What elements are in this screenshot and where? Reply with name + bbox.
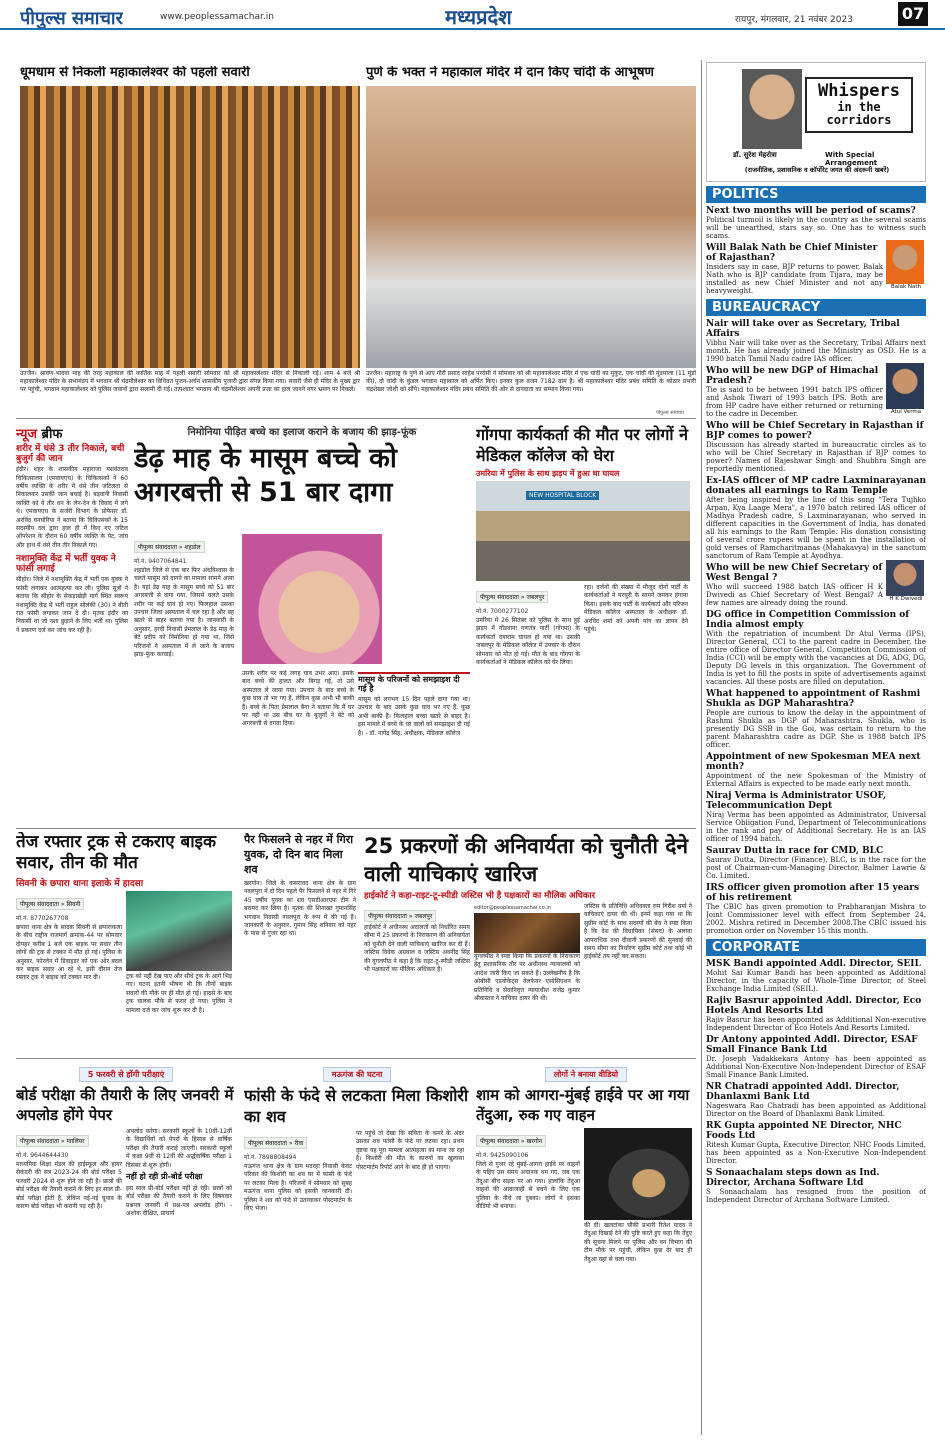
- right-column: [706, 184, 926, 1434]
- burn-mo: मो.नं. 9407064841: [134, 558, 187, 565]
- politics-p1: Political turmoil is likely in the country as the several scams will be unearthed, stars say so. One has to witness such scams.: [706, 216, 926, 240]
- whispers-logo: [805, 77, 913, 133]
- court-cols: [364, 903, 696, 1003]
- river-title: पैर फिसलने से नहर में गिरा युवक, दो दिन बाद मिला शव: [244, 833, 354, 876]
- river-story: [244, 832, 356, 1054]
- exam-story: [16, 1062, 236, 1440]
- bur-p1: Tie is said to be between 1991 batch IPS officer and Ashok Tiwari of 1993 batch IPS. Both are from HP cadre have either returned or returning to the cadre in December.: [706, 386, 883, 418]
- hkdwivedi-photo: [886, 560, 924, 596]
- masthead: [0, 0, 945, 30]
- hanging-col1: मऊगंज थाना क्षेत्र के ग्राम मदरहा निवासी केवट परिवार की किशोरी का शव घर में फांसी के फंदे पर लटका मिला है। परिजनों ने सोमवार को सुबह मऊगंज थाना पुलिस को इसकी जानकारी दी। पुलिस ने शव को फंदे से उतरवाकर पोस्टमार्टम के लिए भेजा।: [244, 1163, 352, 1213]
- hanging-byline-text: पीपुल्स संवाददाता: [248, 1140, 287, 1147]
- exam-cols: [16, 1128, 236, 1219]
- gondpa-cols: [476, 584, 696, 667]
- issue-date: रायपुर, मंगलवार, 21 नवंबर 2023: [735, 15, 853, 25]
- divider-right: [701, 60, 702, 1435]
- politics-h2: Will Balak Nath be Chief Minister of Rajasthan?: [706, 243, 878, 263]
- bur-h2: Who will be Chief Secretary in Rajasthan if BJP comes to power?: [706, 421, 924, 441]
- politics-p2: Insiders say in case, BJP returns to power, Balak Nath who is BJP candidate from Tijara, may be installed as new Chief Minister and not any heavyweight.: [706, 263, 883, 295]
- corp-h1: Rajiv Basrur appointed Addl. Director, Eco Hotels And Resorts Ltd: [706, 996, 922, 1016]
- brief-p1: इंदौर। शहर के शासकीय महाराजा यशवंतराव चिकित्सालय (एमवायएच) के चिकित्सकों ने 60 वर्षीय व्यक्ति के शरीर में धंसे तीन जटिलता से निकालकर उसकी जान बचाई है। बड़वानी निवासी व्यक्ति को ये तीर धन के लेन-देन के विवाद में लगे थे। एमवायएच के सर्जरी विभाग के प्रोफेसर डॉ. अरविंद घनघोरिया ने बताया कि चिकित्सकों के 15 सदस्यीय दल द्वारा हाल ही में किए गए जटिल ऑपरेशन के दौरान 60 वर्षीय व्यक्ति के पेट, जांघ और हाथ में धंसे तीन तीर निकाले गए।: [16, 466, 128, 549]
- bur-p3: After being inspired by the line of this song "Tera Tujhko Arpan, Kya Laage Mera", a 1970 batch retired IAS officer of Madhya Pradesh cadre, S Laxminarayanan, who served in different capacities in the Government of India, has donated all his earnings to the Ram Temple. His donation consisting of several crore rupees will be spent in the installation of gold verses of Ramcharitmanas (Mahakavya) in the sanctum sanctorum of Ram Temple at Ayodhya.: [706, 496, 926, 560]
- gavel-photo: [474, 913, 580, 953]
- whispers-subtitle: in the corridors: [826, 100, 892, 127]
- hanging-byline: पीपुल्स संवाददाता » रीवा: [244, 1137, 307, 1149]
- exam-byline: पीपुल्स संवाददाता » ग्वालियर: [16, 1135, 89, 1147]
- exam-kicker-wrap: [16, 1062, 236, 1082]
- divider-mid: [16, 828, 696, 829]
- exam-place: ग्वालियर: [66, 1138, 85, 1145]
- story1-title: धूमधाम से निकली महाकालेश्वर की पहली सवारी: [20, 66, 250, 80]
- gondpa-subtitle: उमरिया में पुलिस के साथ झड़प में हुआ था घायल: [476, 469, 620, 478]
- court-byline-text: पीपुल्स संवाददाता: [368, 913, 407, 920]
- bur-h6: What happened to appointment of Rashmi Shukla as DGP Maharashtra?: [706, 689, 921, 709]
- hospital-photo: [476, 481, 690, 581]
- exam-sub-p: इस साल प्री-बोर्ड परीक्षा नहीं हो रही। छात्रों को बोर्ड परीक्षा की तैयारी कराने के लिए विषयवार प्रश्नपत्र जनवरी में प्रश्न-पत्र अपलोड होंगे। - अशोक दीक्षित, प्राचार्य: [126, 1184, 232, 1218]
- exam-mo: मो.नं. 9644644430: [16, 1152, 69, 1159]
- leopard-kicker: लोगों ने बनाया वीडियो: [545, 1067, 627, 1082]
- hkdwivedi-photo-wrap: [886, 560, 926, 607]
- corp-h0: MSK Bandi appointed Addl. Director, SEIL: [706, 959, 921, 969]
- bur-p8: Niraj Verma has been appointed as Administrator, Universal Service Obligation Fund, Department of Telecommunications in the rank and pay of Additional Secretary. He is an IAS officer of 1994 batch.: [706, 811, 926, 843]
- whispers-desc: (राजनीतिक, प्रशासनिक व कॉर्पोरेट जगत की अंदरूनी खबरें): [744, 166, 890, 174]
- hanging-mo: मो.नं. 7898808494: [244, 1154, 297, 1161]
- section-title: मध्यप्रदेश: [445, 5, 512, 29]
- author-photo: [742, 69, 802, 149]
- hanging-place: रीवा: [294, 1140, 304, 1147]
- exam-byline-text: पीपुल्स संवाददाता: [20, 1138, 59, 1145]
- hkdwivedi-caption: H K Dwivedi: [889, 596, 923, 602]
- court-story: [364, 832, 696, 1054]
- burn-story: [134, 424, 470, 822]
- brief-h1: शरीर में धंसे 3 तीर निकाले, बची बुजुर्ग की जान: [16, 444, 125, 465]
- whispers-header: [706, 62, 926, 182]
- corp-p0: Mohit Sai Kumar Bandi has been appointed as Additional Director, in the capacity of Whole-Time Director, of Steel Exchange India Limited (SEIL).: [706, 969, 926, 993]
- bur-h5: DG office in Competition Commission of India almost empty: [706, 610, 910, 630]
- truck-photo: [126, 891, 232, 971]
- corp-h2: Dr Antony appointed Addl. Director, ESAF Small Finance Bank Ltd: [706, 1035, 918, 1055]
- burn-col2-wrap: [242, 670, 354, 729]
- truck-title: तेज रफ्तार ट्रक से टकराए बाइक सवार, तीन की मौत: [16, 832, 217, 873]
- balaknath-caption: Balak Nath: [890, 284, 922, 290]
- masthead-url: www.peoplessamachar.in: [160, 12, 274, 22]
- bur-h7: Appointment of new Spokesman MEA next month?: [706, 752, 921, 772]
- burn-box: [358, 672, 470, 738]
- corp-h4: RK Gupta appointed NE Director, NHC Foods Ltd: [706, 1121, 902, 1141]
- bur-h3: Ex-IAS officer of MP cadre Laxminarayanan donates all earnings to Ram Temple: [706, 476, 926, 496]
- politics-head: POLITICS: [706, 186, 926, 203]
- brief-head: [16, 424, 128, 442]
- corp-p2: Dr. Joseph Vadakkekara Antony has been appointed as Additional Non-Executive Non-Independent Director of ESAF Small Finance Bank Limited.: [706, 1055, 926, 1079]
- divider-top: [16, 418, 696, 419]
- brief-head-a: न्यूज: [16, 427, 38, 442]
- corp-p4: Ritesh Kumar Gupta, Executive Director, NHC Foods Limited, has been appointed as a Non-Executive Non-Independent Director.: [706, 1141, 926, 1165]
- burn-kicker: निमोनिया पीड़ित बच्चे का इलाज कराने के बजाय की झाड़-फूंक: [187, 427, 417, 438]
- atulverma-photo-wrap: [886, 363, 926, 418]
- truck-mo: मो.नं. 8770267708: [16, 915, 69, 922]
- leopard-col1-wrap: [476, 1128, 580, 1264]
- exam-title: बोर्ड परीक्षा की तैयारी के लिए जनवरी में अपलोड होंगे पेपर: [16, 1086, 234, 1124]
- exam-col1-wrap: [16, 1128, 122, 1219]
- corp-p1: Rajiv Basrur has been appointed as Additional Non-executive Independent Director of Eco Hotels And Resorts Limited.: [706, 1016, 926, 1032]
- corp-h5: S Sonaachalam steps down as Ind. Director, Archana Software Ltd: [706, 1168, 880, 1188]
- leopard-photo: [584, 1128, 692, 1220]
- burn-title: डेढ़ माह के मासूम बच्चे को अगरबत्ती से 51 बार दागा: [134, 443, 397, 508]
- leopard-byline-text: पीपुल्स संवाददाता: [480, 1138, 519, 1145]
- bur-p2: Discussion has already started in bureaucratic circles as to who will be Chief Secretary in Rajasthan if BJP comes to power? Names of Rajeshwar Singh and Shubhra Singh are reportedly mentioned.: [706, 441, 926, 473]
- balaknath-photo: [886, 240, 924, 284]
- court-col2: युगलपीठ ने स्पष्ट किया कि प्रकरणों के निराकरण हेतु प्रशासनिक तौर पर अधीनस्थ न्यायालयों को आदेश जारी किए जा सकते हैं। उल्लेखनीय है कि ओबीसी एडवोकेट्स वेलफेयर एसोसिएशन के प्रतिनिधि व सेवानिवृत्त न्यायाधीश राजेंद्र कुमार श्रीवास्तव ने याचिका दायर की थी।: [474, 953, 580, 1003]
- donation-photo: [366, 86, 696, 368]
- bur-p6: People are curious to know the delay in the appointment of Rashmi Shukla as DGP of Maharashtra. Shukla, who is presently DG SSB in the Goi, was certain to return to the parent Maharashtra cadre as DGP. She is 1988 batch IPS officer.: [706, 709, 926, 749]
- court-col1-wrap: [364, 903, 470, 1003]
- whispers-author: डॉ. सुरेश मेहरोत्रा: [733, 151, 777, 159]
- bur-p4: Who will succeed 1988 batch IAS officer H K Dwivedi as Chief Secretary of West Bengal? A few names are already doing the round.: [706, 583, 883, 607]
- hanging-kicker: मऊगंज की घटना: [323, 1067, 392, 1082]
- corp-p3: Nageswara Rao Chatradi has been appointed as Additional Director on the Board of Dhanlaxmi Bank Limited.: [706, 1102, 926, 1118]
- leopard-col2-wrap: [584, 1128, 692, 1264]
- corp-h3: NR Chatradi appointed Addl. Director, Dhanlaxmi Bank Ltd: [706, 1082, 900, 1102]
- bur-item4: [706, 560, 926, 607]
- gondpa-col1-wrap: [476, 584, 580, 667]
- court-place: जबलपुर: [414, 913, 433, 920]
- hanging-title: फांसी के फंदे से लटकता मिला किशोरी का शव: [244, 1086, 469, 1126]
- gondpa-place: जबलपुर: [526, 594, 545, 601]
- court-col3-wrap: [584, 903, 692, 1003]
- story2-credit: पीपुल्स समाचार: [656, 410, 685, 416]
- leopard-col2: की दी। खलटांका चौकी प्रभारी रितेश यादव ने तेंदुआ दिखाई देने की पुष्टि करते हुए कहा कि तेंदुए की सूचना मिलने पर पुलिस और वन विभाग की टीम मौके पर पहुंची, लेकिन कुछ देर बाद ही तेंदुआ वहां से चला गया।: [584, 1222, 692, 1263]
- bur-p9: Saurav Dutta, Director (Finance), BLC, is in the race for the post of Chairman-cum-Managing Director, Balmer Lawrie & Co. Limited.: [706, 856, 926, 880]
- exam-col1: माध्यमिक शिक्षा मंडल की हाईस्कूल और हायर सेकंडरी की सत्र 2023-24 की बोर्ड परीक्षा 5 फरवरी 2024 से शुरू होने जा रही है। छात्रों की बोर्ड परीक्षा की तैयारी कराने के लिए हर साल प्री-बोर्ड परीक्षा होती है, लेकिन नई-नई चुनाव के कारण बोर्ड परीक्षा भी करानी पड़ रही है।: [16, 1161, 122, 1211]
- leopard-kicker-wrap: [476, 1062, 696, 1082]
- gondpa-title: गोंगपा कार्यकर्ता की मौत पर लोगों ने मेडिकल कॉलेज को घेरा: [476, 425, 688, 465]
- leopard-story: [476, 1062, 696, 1440]
- atulverma-photo: [886, 363, 924, 409]
- burn-col1: शहडोल जिले से एक बार फिर अंधविश्वास के चलते मासूम को दागने का मामला सामने आया है। यहां डेढ़ माह के मासूम बच्चे को 51 बार अगरबत्ती से दागा गया, जिससे चलते उसके शरीर पर कई घाव हो गए। फिलहाल उसका उपचार जिला अस्पताल में चल रहा है और वह खतरे से बाहर बताया गया है। जानकारी के अनुसार, हरदी निवासी प्रेमलाल के डेढ़ माह के बेटे प्रदीप को निमोनिया हो गया था, जिसे परिजनों ने अस्पताल में ले जाने के बजाय झाड़-फूंक करवाई।: [134, 567, 234, 659]
- burn-col1-wrap: [134, 534, 234, 659]
- court-col2-wrap: [474, 903, 580, 1003]
- court-title: 25 प्रकरणों की अनिवार्यता को चुनौती देने वाली याचिकाएं खारिज: [364, 834, 688, 886]
- politics-item2: [706, 240, 926, 295]
- truck-cols: [16, 891, 236, 1015]
- masthead-logo: पीपुल्स समाचार: [20, 8, 123, 29]
- gondpa-story: [476, 424, 696, 822]
- court-subtitle: हाईकोर्ट ने कहा-राइट-टू-स्पीडी जस्टिस भी है पक्षकारों का मौलिक अधिकार: [364, 891, 596, 901]
- bur-h8: Niraj Verma is Administrator USOF, Telecommunication Dept: [706, 791, 887, 811]
- baby-photo: [242, 534, 382, 664]
- leopard-byline: पीपुल्स संवाददाता » खरगोन: [476, 1135, 546, 1147]
- brief-h2: नशामुक्ति केंद्र में भर्ती युवक ने फांसी लगाई: [16, 554, 116, 575]
- burn-box-p: मासूम को लगभग 15 दिन पहले दागा गया था। उपचार के बाद उसके कुछ घाव भर गए हैं, कुछ अभी बाकी हैं। फिलहाल बच्चा खतरे से बाहर है। इस मामले में बच्चे के घर वालों को समझाइश दी गई है। - डॉ. नागेंद्र सिंह, अधीक्षक, मेडिकल कॉलेज: [358, 695, 470, 737]
- bur-h1: Who will be new DGP of Himachal Pradesh?: [706, 366, 879, 386]
- truck-place: सिवनी: [66, 901, 81, 908]
- politics-h1: Next two months will be period of scams?: [706, 206, 916, 216]
- truck-col1-wrap: [16, 891, 122, 1015]
- bur-p0: Vibhu Nair will take over as the Secretary, Tribal Affairs next month. He has already joined the Ministry as OSD. He is a 1990 batch Tamil Nadu cadre IAS officer.: [706, 339, 926, 363]
- truck-byline-text: पीपुल्स संवाददाता: [20, 901, 59, 908]
- gondpa-byline-text: पीपुल्स संवाददाता: [480, 594, 519, 601]
- court-col3: जस्टिस के प्रतिनिधि अधिवक्ता राम गिरीश वर्मा ने याचिकाएं दायर की थीं। इनमें कहा गया था कि सुप्रीम कोर्ट के साथ सदस्यों की बेंच ने स्पष्ट किया है कि देश की विधायिका (संसद) के अलावा आपराधिक तथा दीवानी प्रकरणों की सुनवाई की समय सीमा का निर्धारण सुप्रीम कोर्ट तथा कोई भी हाईकोर्ट तय नहीं कर सकता।: [584, 903, 692, 961]
- balaknath-photo-wrap: [886, 240, 926, 295]
- leopard-mo: मो.नं. 9425090106: [476, 1152, 529, 1159]
- truck-col2-wrap: [126, 891, 232, 1015]
- corporate-head: CORPORATE: [706, 939, 926, 956]
- brief-head-b: ब्रीफ: [37, 427, 63, 442]
- truck-byline: पीपुल्स संवाददाता » सिवनी: [16, 898, 84, 910]
- procession-photo: [20, 86, 360, 368]
- burn-byline-text: पीपुल्स संवाददाता: [138, 544, 177, 551]
- burn-box-h: मासूम के परिजनों को समझाइश दी गई है: [358, 675, 460, 693]
- bur-h4: Who will be new Chief Secretary of West Bengal ?: [706, 563, 883, 583]
- leopard-cols: [476, 1128, 696, 1264]
- bur-p7: Appointment of the new Spokesman of the Ministry of External Affairs is expected to be made early next month.: [706, 772, 926, 788]
- gondpa-col1: उमरिया में 26 सितंबर को पुलिस के साथ हुई झड़प में गोंडवाना गणतंत्र पार्टी (गोंगपा) के कार्यकर्ता दयाराम घायल हो गया था। उसकी जबलपुर के मेडिकल कॉलेज में उपचार के दौरान सोमवार को मौत हो गई। मौत के बाद गोंगपा के कार्यकर्ताओं ने मेडिकल कॉलेज को घेर लिया।: [476, 617, 580, 667]
- gondpa-byline: पीपुल्स संवाददाता » जबलपुर: [476, 591, 548, 603]
- exam-col2-wrap: [126, 1128, 232, 1219]
- story2-caption: उज्जैन। महाराष्ट्र के पुणे से आए गौरी प्रसाद साहेब परदेसी ने सोमवार को श्री महाकालेश्वर मंदिर में एक चांदी का मुकुट, एक चांदी की मुंडमाला (11 मुंडों की), दो चांदी के कुंडल भगवान महाकाल को अर्पित किए। इनका कुल वजन 7182 ग्राम है। श्री महाकालेश्वर मंदिर प्रबंध समिति के कोठार प्रभारी चंद्रशेखर जोशी को सौंपे। महाकालेश्वर मंदिर प्रबंध समिति की ओर से दानदाता का सम्मान किया गया।: [366, 370, 696, 393]
- exam-kicker: 5 फरवरी से होंगी परीक्षाएं: [79, 1067, 173, 1082]
- court-col1: हाईकोर्ट ने अधीनस्थ अदालतों को निर्धारित समय सीमा में 25 प्रकरणों के निराकरण की अनिवार्यता को चुनौती देने वाली याचिकाएं खारिज कर दी हैं। जस्टिस विवेक अग्रवाल व जस्टिस अवनींद्र सिंह की युगलपीठ ने कहा है कि राइट-टू-स्पीडी जस्टिस भी पक्षकारों का मौलिक अधिकार है।: [364, 924, 470, 974]
- atulverma-caption: Atul Verma: [890, 409, 922, 415]
- exam-sub-h: नहीं हो रही प्री-बोर्ड परीक्षा: [126, 1172, 203, 1182]
- brief-p2: सीहोर। जिले में नशामुक्ति केंद्र में भर्ती एक युवक ने फांसी लगाकर आत्महत्या कर ली। पुलिस सूत्रों ने बताया कि सीहोर के सेकड़ाखेड़ी मार्ग स्थित स्वरूप नशामुक्ति केंद्र में भर्ती राहुल सोलंकी (30) ने बीती रात फांसी लगाकर जान दे दी। मृतक इंदौर का निवासी था जो नशा छुड़ाने के लिए भर्ती था। पुलिस ने प्रकरण दर्ज कर जांच कर रही है।: [16, 576, 128, 634]
- burn-place: शहडोल: [184, 544, 201, 551]
- court-email: editor@peoplessamachar.co.in: [474, 905, 551, 911]
- burn-col2: उसके शरीर पर कई जगह घाव उभर आए। इसके बाद बच्चे की हालत और बिगड़ गई, तो उसे अस्पताल ले जाया गया। उपचार के बाद बच्चे के कुछ घाव तो भर गए हैं, लेकिन कुछ अभी भी बाकी हैं। बच्चे के पिता प्रेमलाल बैगा ने बताया कि मैं घर पर नहीं था उस बीच घर के बुजुर्गों ने बेटे को अगरबत्ती से दगवा दिया।: [242, 670, 354, 728]
- bur-p5: With the repatriation of incumbent Dr Atul Verma (IPS), Director General, CCI to the parent cadre in December, the entire office of Director General, Competition Commission of India (CCI) will be empty with the vacancies at DG, ADG, DG, Deputy DG levels in this organization. The Government of India is yet to fill the posts in spite of advertisements against vacancies. All these posts are filled on deputation.: [706, 630, 926, 686]
- hanging-cols: [244, 1130, 470, 1213]
- hanging-col1-wrap: [244, 1130, 352, 1213]
- bur-h0: Nair will take over as Secretary, Tribal Affairs: [706, 319, 900, 339]
- river-text: खरगोन। जिले के कसरावद थाना क्षेत्र के ग्राम नवलपुरा में दो दिन पहले पैर फिसलने से नहर में गिरे 45 वर्षीय युवक का शव एसडीआरएफ टीम ने बरामद कर लिया है। मृतक की शिनाख्त गुमानसिंह भगवान निवासी नवलपुरा के रूप में की गई है। जानकारी के अनुसार, गुमान सिंह शनिवार को नहर के पास से गुजर रहा था।: [244, 880, 356, 938]
- leopard-col1: जिले से गुजर रहे मुंबई-आगरा हाईवे पर वाहनों के पहिए उस समय अचानक थम गए, जब एक तेंदुआ बीच सड़क पर आ गया। हालांकि तेंदुआ वाहनों की आवाजाही से बचने के लिए एक पुलिया के नीचे जा दुबका। लोगों ने इसका वीडियो भी बनाया।: [476, 1161, 580, 1211]
- truck-subtitle: सिवनी के छपारा थाना इलाके में हादसा: [16, 879, 144, 889]
- court-byline: पीपुल्स संवाददाता » जबलपुर: [364, 910, 436, 922]
- gondpa-mo: मो.नं. 7000277102: [476, 608, 529, 615]
- bureaucracy-head: BUREAUCRACY: [706, 299, 926, 316]
- truck-col1: छपारा थाना क्षेत्र के सादक सिवनी से छपाराकला के बीच राष्ट्रीय राजमार्ग क्रमांक-44 पर सोमवार दोपहर करीब 1 बजे एक बाइक पर सवार तीन लोगों की ट्रक से टक्कर में मौत हो गई। पुलिस के अनुसार, फोरलेन में डिवाइडर को एक ओर बदल कर बाइक सवार आ रहे थे, इसी दौरान तेज रफ्तार ट्रक ने बाइक को टक्कर मार दी।: [16, 924, 122, 982]
- leopard-title: शाम को आगरा-मुंबई हाईवे पर आ गया तेंदुआ, रुक गए वाहन: [476, 1086, 690, 1124]
- burn-byline: पीपुल्स संवाददाता » शहडोल: [134, 541, 205, 553]
- leopard-place: खरगोन: [526, 1138, 543, 1145]
- hanging-kicker-wrap: [244, 1062, 470, 1082]
- bur-h10: IRS officer given promotion after 15 years of his retirement: [706, 883, 920, 903]
- whispers-arrangement: With Special Arrangement: [825, 151, 878, 167]
- hanging-col2: पर पहुंचे तो देखा कि सविता के कमरे के अंदर उसका शव फांसी के फंदे पर लटका रहा। प्रथम दृष्टया यह पूरा मामला आत्महत्या का माना जा रहा है। किशोरी की मौत के कारणों का खुलासा पोस्टमार्टम रिपोर्ट आने के बाद ही हो पाएगा।: [356, 1130, 464, 1171]
- truck-story: [16, 832, 236, 1054]
- divider-bottom: [16, 1058, 696, 1059]
- gondpa-col2: रहा। दर्जनों की संख्या में मौजूद दोनों पार्टी के कार्यकर्ताओं ने मरचुरी के सामने जमकर हंगामा किया। इसके बाद पार्टी के कार्यकर्ता और परिजन मेडिकल कॉलेज अस्पताल के अधीक्षक डॉ. अरविंद शर्मा को अपनी मांग का ज्ञापन देने पहुंचे।: [584, 584, 688, 634]
- bur-p10: The CBIC has given promotion to Prabharanjan Mishra to Joint Commissioner level with effect from September 24, 2002. Mishra retired in December 2008.The CBIC issued his promotion order on November 15 this month.: [706, 903, 926, 935]
- news-brief: [16, 424, 128, 824]
- story1-caption: उज्जैन। श्रावण-भादवा माह की तरह महाकाल की कार्तिक माह में पहली सवारी सोमवार को श्री महाकालेश्वर मंदिर से निकाली गई। शाम 4 बजे श्री महाकालेश्वर मंदिर के सभामंडप में भगवान श्री चंद्रमौलेश्वर का विधिवत पूजन-अर्चन शासकीय पुजारी द्वारा संपन्न किया गया। सवारी जैसे ही मंदिर के मुख्य द्वार पर पहुंची, भगवान महाकालेश्वर को पुलिस जवानों द्वारा सलामी दी गई। तत्पश्चात भगवान श्री चंद्रमौलेश्वर अपनी प्रजा का हाल जानने नगर भ्रमण पर निकले।: [20, 370, 360, 393]
- story2-title: पुणे के भक्त ने महाकाल मंदिर में दान किए चांदी के आभूषण: [366, 66, 654, 80]
- hanging-col2-wrap: [356, 1130, 464, 1213]
- bur-h9: Saurav Dutta in race for CMD, BLC: [706, 846, 884, 856]
- exam-col2: अपलोड करेगा। सरकारी स्कूलों के 10वीं-12वीं के विद्यार्थियों को पेपरों के हिसाब से वार्षिक परीक्षा की तैयारी कराई जाएगी। सरकारी स्कूलों में कक्षा 9वीं से 12वीं की अर्द्धवार्षिक परीक्षा 1 दिसंबर से शुरू होगी।: [126, 1128, 232, 1169]
- whispers-title: Whispers: [818, 81, 900, 101]
- gondpa-col2-wrap: [584, 584, 688, 667]
- bur-item1: [706, 363, 926, 418]
- page-number: 07: [898, 2, 928, 26]
- hanging-story: [244, 1062, 470, 1440]
- hospital-sign: NEW HOSPITAL BLOCK: [526, 491, 599, 500]
- corp-p5: S Sonaachalam has resigned from the position of Independent Director of Archana Software Limited.: [706, 1188, 926, 1204]
- truck-col2: ट्रक को नहीं देख पाए और सीधे ट्रक के आगे भिड़ गए। घटना इतनी भीषण थी कि तीनों बाइक सवारों की मौके पर ही मौत हो गई। हादसे के बाद ट्रक चालक मौके से फरार हो गया। पुलिस ने मामला दर्ज कर जांच शुरू कर दी है।: [126, 973, 232, 1014]
